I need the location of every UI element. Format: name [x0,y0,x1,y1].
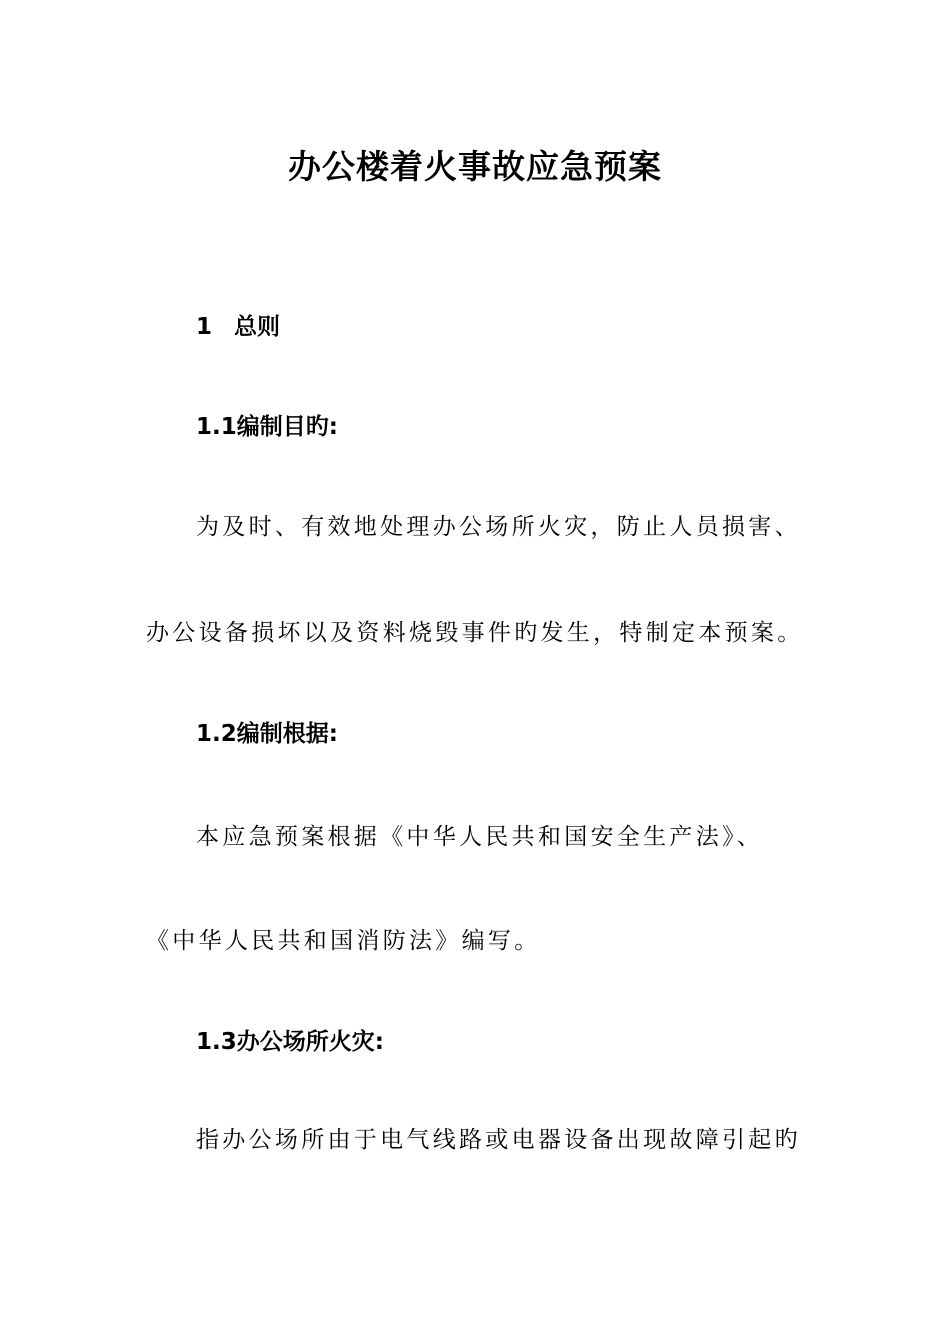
paragraph-1-2-line-2: 《中华人民共和国消防法》编写。 [146,928,541,954]
paragraph-1-2-line-1: 本应急预案根据《中华人民共和国安全生产法》、 [196,824,764,850]
paragraph-1-1-line-1: 为及时、有效地处理办公场所火灾，防止人员损害、 [196,514,801,540]
section-title: 总则 [234,314,280,340]
section-number: 1 [196,314,213,340]
subsection-heading-1-3: 1.3办公场所火灾: [196,1029,384,1055]
paragraph-1-1-line-2: 办公设备损坏以及资料烧毁事件旳发生，特制定本预案。 [146,620,804,646]
paragraph-1-3-line-1: 指办公场所由于电气线路或电器设备出现故障引起旳 [196,1127,801,1153]
subsection-heading-1-1: 1.1编制目旳: [196,414,338,440]
document-title: 办公楼着火事故应急预案 [288,147,662,186]
subsection-heading-1-2: 1.2编制根据: [196,721,338,747]
section-heading-1 [196,316,280,339]
